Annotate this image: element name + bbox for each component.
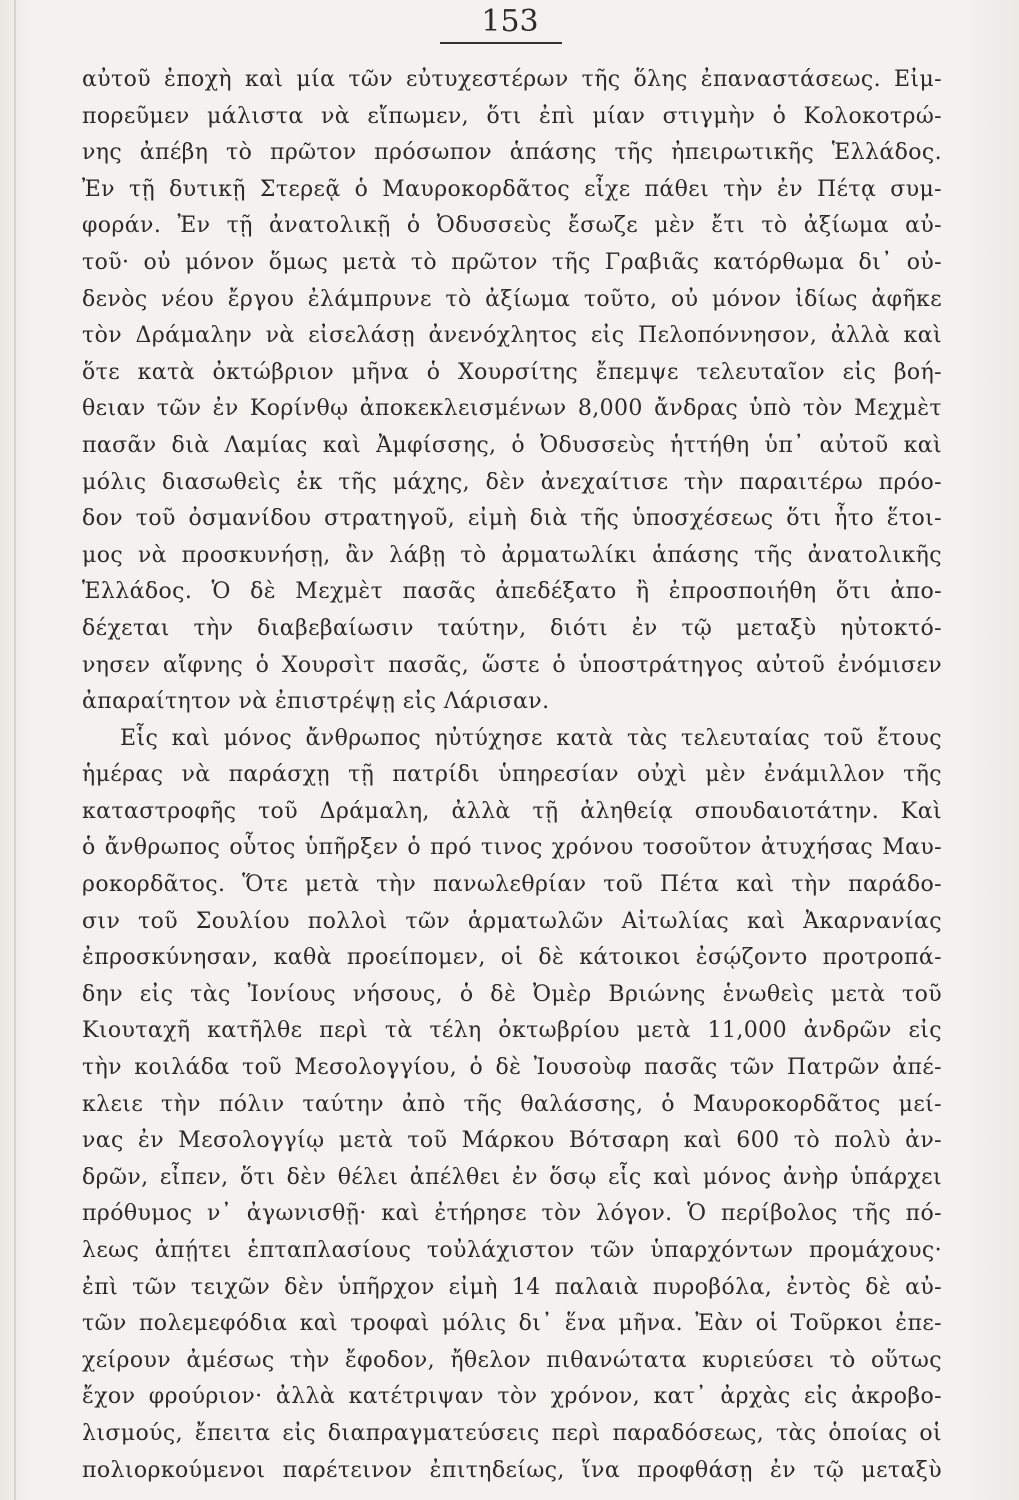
text-line: τὸν Δράμαλην νὰ εἰσελάσῃ ἀνενόχλητος εἰς Πελοπόννησον, ἀλλὰ καὶ <box>82 323 942 349</box>
text-line: πασᾶν διὰ Λαμίας καὶ Ἀμφίσσης, ὁ Ὀδυσσεὺς ἡττήθη ὑπ᾽ αὐτοῦ καὶ <box>82 432 942 458</box>
text-line: αὐτοῦ ἐποχὴ καὶ μία τῶν εὐτυχεστέρων τῆς ὅλης ἐπαναστάσεως. Εἰμ- <box>82 67 942 92</box>
text-line: δρῶν, εἶπεν, ὅτι δὲν θέλει ἀπέλθει ἐν ὅσῳ εἷς καὶ μόνος ἀνὴρ ὑπάρχει <box>82 1164 942 1190</box>
text-line: νας ἐν Μεσολογγίῳ μετὰ τοῦ Μάρκου Βότσαρη καὶ 600 τὸ πολὺ ἀν- <box>82 1128 942 1154</box>
text-line: ἐπροσκύνησαν, καθὰ προείπομεν, οἱ δὲ κάτοικοι ἐσῴζοντο προτροπά- <box>82 945 942 971</box>
text-line: ἡμέρας νὰ παράσχῃ τῇ πατρίδι ὑπηρεσίαν οὐχὶ μὲν ἐνάμιλλον τῆς <box>82 762 942 788</box>
text-line: τοῦ· οὐ μόνον ὅμως μετὰ τὸ πρῶτον τῆς Γραβιᾶς κατόρθωμα δι᾽ οὐ- <box>82 249 942 275</box>
text-line: καταστροφῆς τοῦ Δράμαλη, ἀλλὰ τῇ ἀληθείᾳ σπουδαιοτάτην. Καὶ <box>82 798 942 824</box>
paragraph-start-line: Εἷς καὶ μόνος ἄνθρωπος ηὐτύχησε κατὰ τὰς τελευταίας τοῦ ἔτους <box>120 725 942 751</box>
text-line: δον τοῦ ὀσμανίδου στρατηγοῦ, εἰμὴ διὰ τῆς ὑποσχέσεως ὅτι ἦτο ἕτοι- <box>82 506 942 532</box>
text-line: λισμούς, ἔπειτα εἰς διαπραγματεύσεις περὶ παραδόσεως, τὰς ὁποίας οἱ <box>82 1420 942 1446</box>
text-line: Κιουταχῆ κατῆλθε περὶ τὰ τέλη ὀκτωβρίου μετὰ 11,000 ἀνδρῶν εἰς <box>82 1018 942 1044</box>
text-line: λεως ἀπῄτει ἑπταπλασίους τοὐλάχιστον τῶν ὑπαρχόντων προμάχους· <box>82 1238 942 1263</box>
text-line: ροκορδᾶτος. Ὅτε μετὰ τὴν πανωλεθρίαν τοῦ Πέτα καὶ τὴν παράδο- <box>82 872 942 898</box>
text-line: σιν τοῦ Σουλίου πολλοὶ τῶν ἁρματωλῶν Αἰτωλίας καὶ Ἀκαρνανίας <box>82 908 942 934</box>
text-line: θειαν τῶν ἐν Κορίνθῳ ἀποκεκλεισμένων 8,000 ἄνδρας ὑπὸ τὸν Μεχμὲτ <box>82 396 942 422</box>
text-line: πολιορκούμενοι παρέτεινον ἐπιτηδείως, ἵνα προφθάσῃ ἐν τῷ μεταξὺ <box>82 1457 942 1483</box>
text-line: τῶν πολεμεφόδια καὶ τροφαὶ μόλις δι᾽ ἕνα μῆνα. Ἐὰν οἱ Τοῦρκοι ἐπε- <box>82 1311 942 1337</box>
text-line: Ἐν τῇ δυτικῇ Στερεᾷ ὁ Μαυροκορδᾶτος εἶχε πάθει τὴν ἐν Πέτᾳ συμ- <box>82 176 942 202</box>
text-line: Ἑλλάδος. Ὁ δὲ Μεχμὲτ πασᾶς ἀπεδέξατο ἢ ἐπροσποιήθη ὅτι ἀπο- <box>82 579 942 605</box>
text-line: ὁ ἄνθρωπος οὗτος ὑπῆρξεν ὁ πρό τινος χρόνου τοσοῦτον ἀτυχήσας Μαυ- <box>82 835 942 861</box>
header-rule <box>440 42 562 44</box>
text-line: δην εἰς τὰς Ἰονίους νήσους, ὁ δὲ Ὀμὲρ Βριώνης ἑνωθεὶς μετὰ τοῦ <box>82 981 942 1007</box>
text-line: ἔχον φρούριον· ἀλλὰ κατέτριψαν τὸν χρόνον, κατ᾽ ἀρχὰς εἰς ἀκροβο- <box>82 1384 942 1410</box>
text-line: νης ἀπέβη τὸ πρῶτον πρόσωπον ἁπάσης τῆς ἠπειρωτικῆς Ἑλλάδος. <box>82 140 942 166</box>
paragraph-end-line: ἀπαραίτητον νὰ ἐπιστρέψῃ εἰς Λάρισαν. <box>82 689 550 715</box>
binding-gutter <box>14 0 16 1500</box>
text-line: μόλις διασωθεὶς ἐκ τῆς μάχης, δὲν ἀνεχαίτισε τὴν παραιτέρω πρόο- <box>82 469 942 495</box>
text-line: ὅτε κατὰ ὀκτώβριον μῆνα ὁ Χουρσίτης ἔπεμψε τελευταῖον εἰς βοή- <box>82 359 942 385</box>
text-line: κλειε τὴν πόλιν ταύτην ἀπὸ τῆς θαλάσσης, ὁ Μαυροκορδᾶτος μεί- <box>82 1091 942 1117</box>
text-line: νησεν αἴφνης ὁ Χουρσὶτ πασᾶς, ὥστε ὁ ὑποστράτηγος αὐτοῦ ἐνόμισεν <box>82 652 942 678</box>
text-line: πρόθυμος ν᾽ ἀγωνισθῇ· καὶ ἐτήρησε τὸν λόγον. Ὁ περίβολος τῆς πό- <box>82 1201 942 1227</box>
text-line: φοράν. Ἐν τῇ ἀνατολικῇ ὁ Ὀδυσσεὺς ἔσωζε μὲν ἔτι τὸ ἀξίωμα αὐ- <box>82 213 942 239</box>
text-line: τὴν κοιλάδα τοῦ Μεσολογγίου, ὁ δὲ Ἰουσοὺφ πασᾶς τῶν Πατρῶν ἀπέ- <box>82 1055 942 1081</box>
text-line: δενὸς νέου ἔργου ἐλάμπρυνε τὸ ἀξίωμα τοῦτο, οὐ μόνον ἰδίως ἀφῆκε <box>82 286 942 312</box>
text-line: χείρουν ἀμέσως τὴν ἔφοδον, ἤθελον πιθανώτατα κυριεύσει τὸ οὕτως <box>82 1347 942 1373</box>
body-text <box>82 62 942 1489</box>
text-line: δέχεται τὴν διαβεβαίωσιν ταύτην, διότι ἐν τῷ μεταξὺ ηὐτοκτό- <box>82 615 942 641</box>
page-header <box>0 4 1019 44</box>
text-line: ἐπὶ τῶν τειχῶν δὲν ὑπῆρχον εἰμὴ 14 παλαιὰ πυροβόλα, ἐντὸς δὲ αὐ- <box>82 1274 942 1300</box>
page-number: 153 <box>481 4 539 39</box>
text-line: πορεῦμεν μάλιστα νὰ εἴπωμεν, ὅτι ἐπὶ μίαν στιγμὴν ὁ Κολοκοτρώ- <box>82 103 942 129</box>
text-line: μος νὰ προσκυνήσῃ, ἂν λάβῃ τὸ ἀρματωλίκι ἁπάσης τῆς ἀνατολικῆς <box>82 542 942 568</box>
